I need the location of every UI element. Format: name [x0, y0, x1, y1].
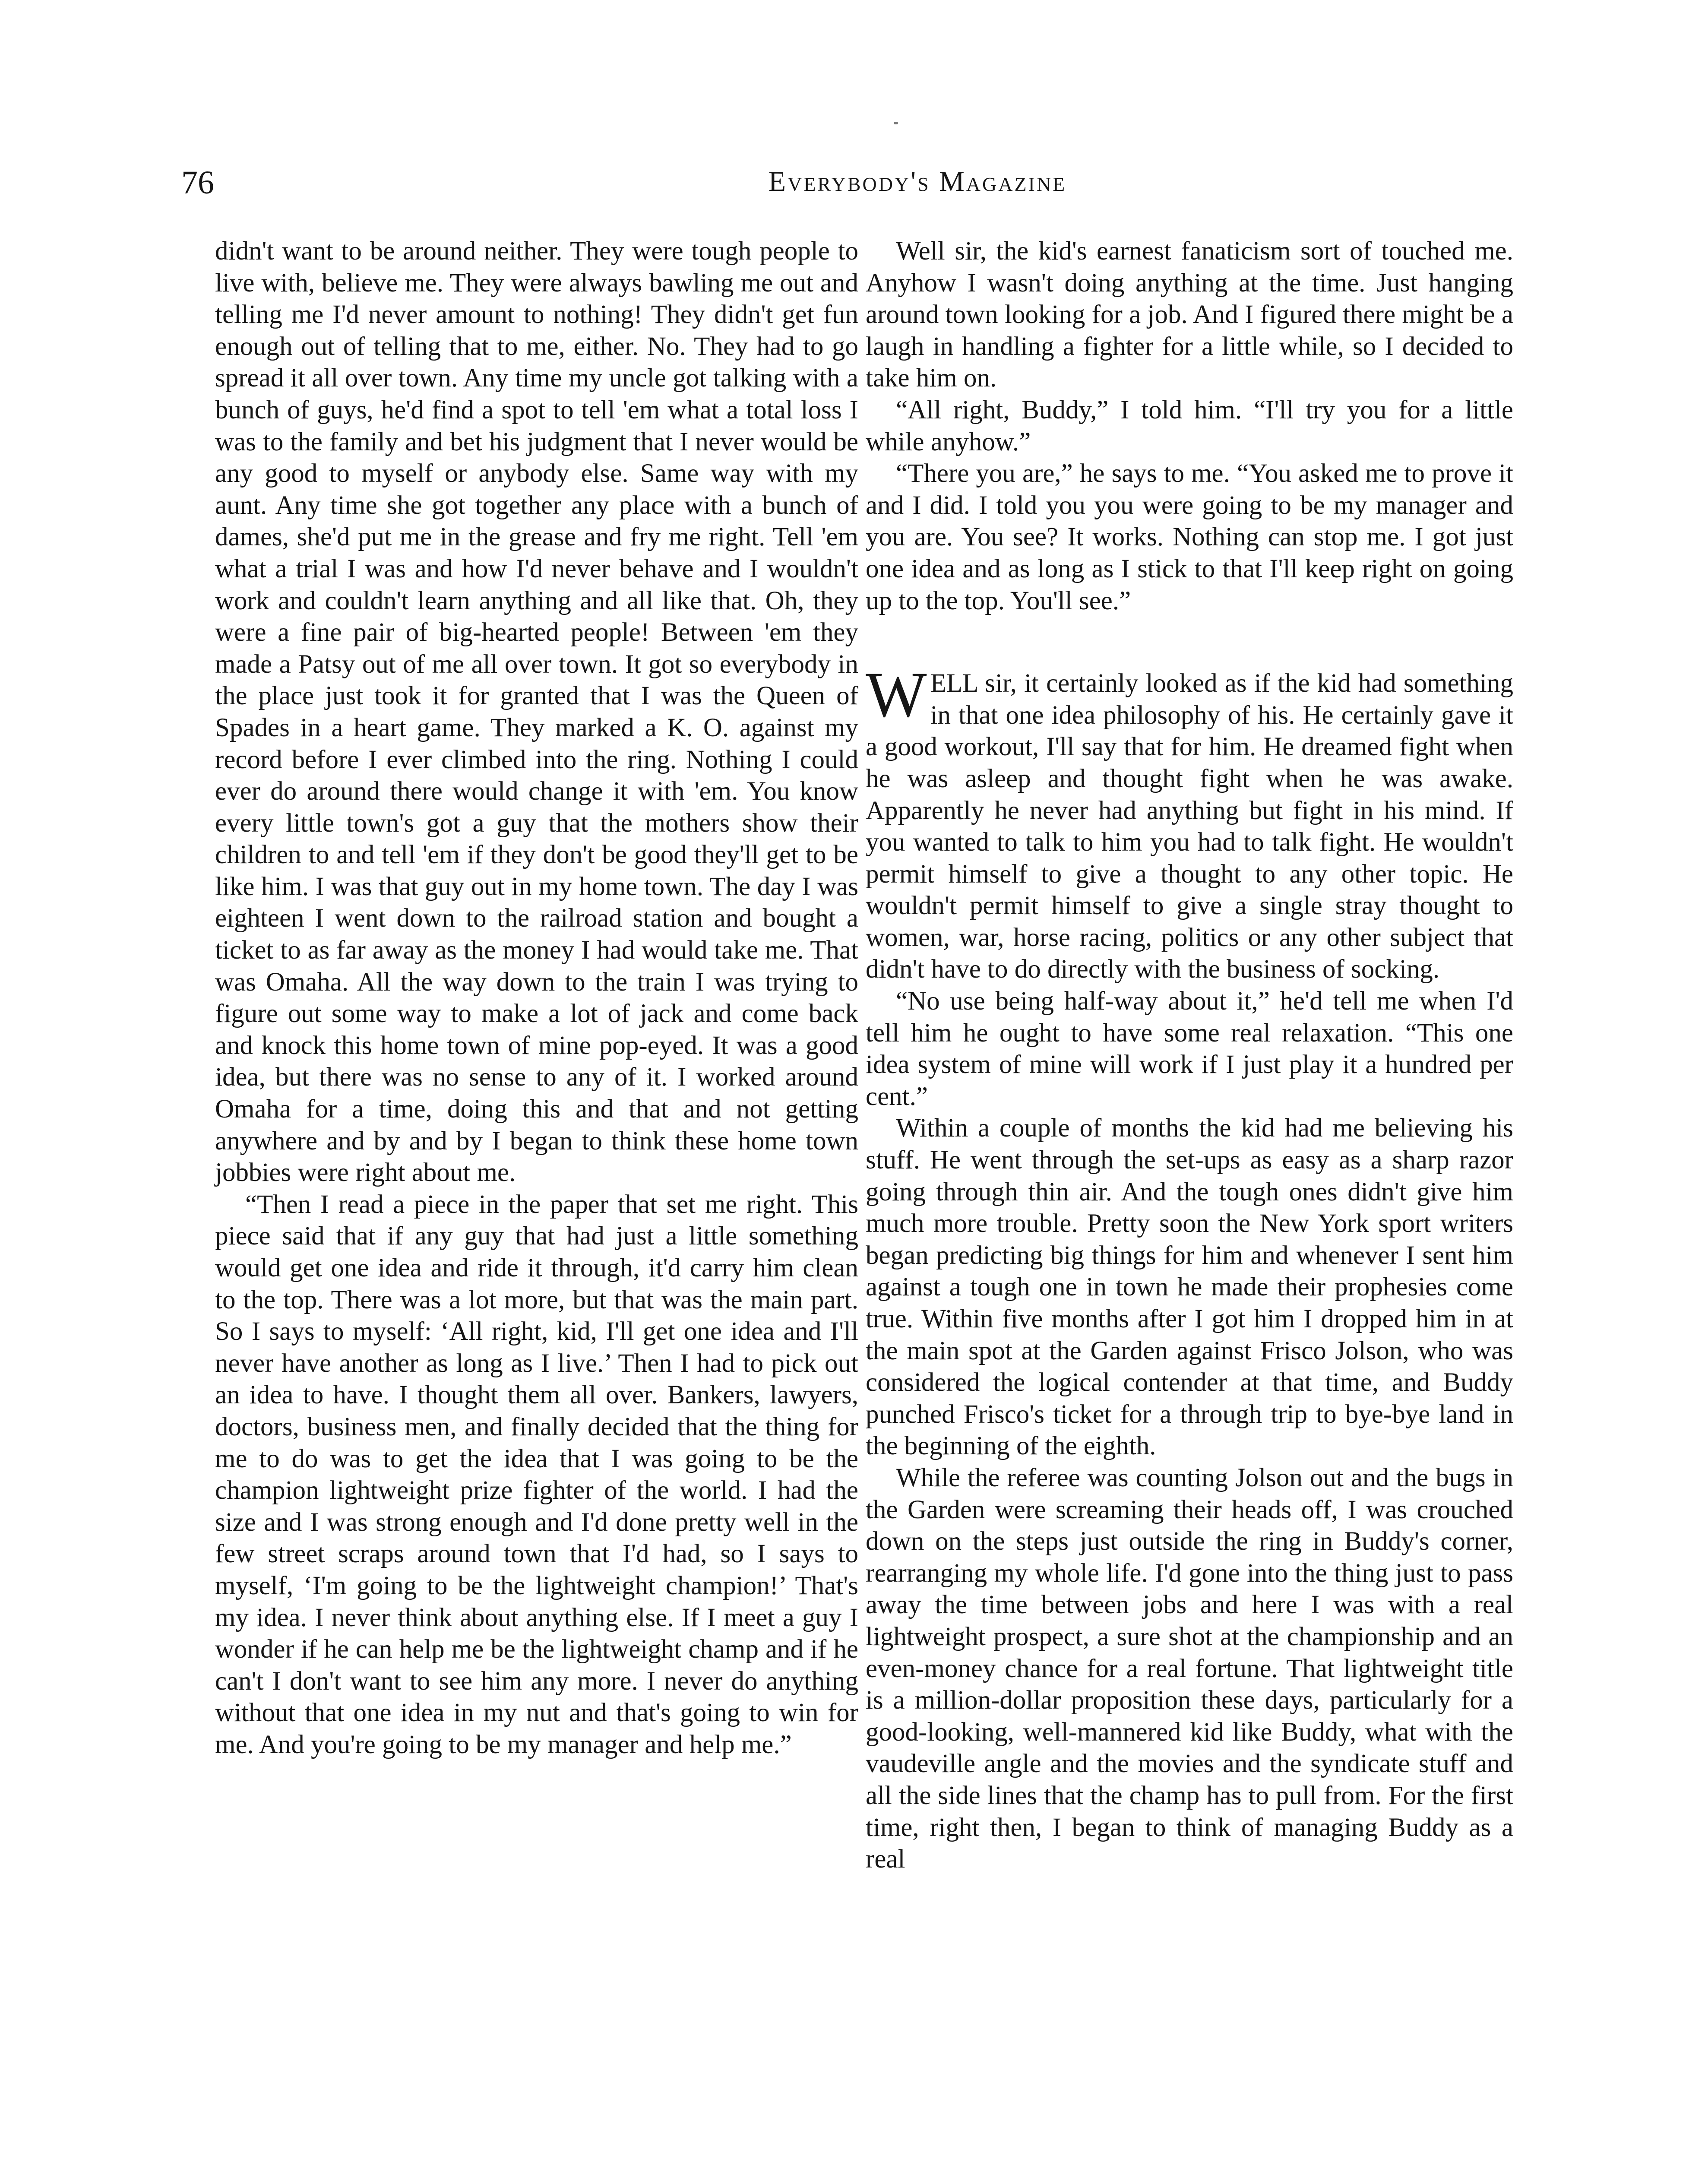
section-break: [866, 617, 1513, 668]
paragraph: Well sir, the kid's earnest fanaticism sort of touched me. Anyhow I wasn't doing anything at the time. Just hanging around town looking for a job. And I figured there might be a laugh in handling a fighter for a little while, so I decided to take him on.: [866, 237, 1513, 393]
paragraph: Within a couple of months the kid had me believing his stuff. He went through the set-ups as easy as a sharp razor going through thin air. And the tough ones didn't give him much more trouble. Pretty soon the New York sport writers began predicting big things for him and whenever I sent him against a tough one in town he made their prophesies come true. Within five months after I got him I dropped him in at the main spot at the Garden against Frisco Jolson, who was considered the logical contender at that time, and Buddy punched Frisco's ticket for a through trip to bye-bye land in the beginning of the eighth.: [866, 1114, 1513, 1461]
paragraph: “There you are,” he says to me. “You asked me to prove it and I did. I told you you were going to be my manager and you are. You see? It works. Nothing can stop me. I got just one idea and as long as I stick to that I'll keep right on going up to the top. You'll see.”: [866, 459, 1513, 615]
paragraph: “Then I read a piece in the paper that set me right. This piece said that if any guy that had just a little something would get one idea and ride it through, it'd carry him clean to the top. There was a lot more, but that was the main part. So I says to myself: ‘All right, kid, I'll get one idea and I'll never have another as long as I live.’ Then I had to pick out an idea to have. I thought them all over. Bankers, lawyers, doctors, business men, and finally decided that the thing for me to do was to get the idea that I was going to be the champion lightweight prize fighter of the world. I had the size and I was strong enough and I'd done pretty well in the few street scraps around town that I'd had, so I says to myself, ‘I'm going to be the lightweight champion!’ That's my idea. I never think about anything else. If I meet a guy I wonder if he can help me be the lightweight champ and if he can't I don't want to see him any more. I never do anything without that one idea in my nut and that's going to win for me. And you're going to be my manager and help me.”: [215, 1190, 858, 1759]
page-number: 76: [181, 165, 214, 201]
paragraph: didn't want to be around neither. They were tough people to live with, believe me. They were always bawling me out and telling me I'd never amount to nothing! They didn't get fun enough out of telling that to me, either. No. They had to go spread it all over town. Any time my uncle got talking with a bunch of guys, he'd find a spot to tell 'em what a total loss I was to the family and bet his judgment that I never would be any good to myself or anybody else. Same way with my aunt. Any time she got together any place with a bunch of dames, she'd put me in the grease and fry me right. Tell 'em what a trial I was and how I'd never behave and I wouldn't work and couldn't learn anything and all like that. Oh, they were a fine pair of big-hearted people! Between 'em they made a Patsy out of me all over town. It got so everybody in the place just took it for granted that I was the Queen of Spades in a heart game. They marked a K. O. against my record before I ever climbed into the ring. Nothing I could ever do around there would change it with 'em. You know every little town's got a guy that the mothers show their children to and tell 'em if they don't be good they'll get to be like him. I was that guy out in my home town. The day I was eighteen I went down to the railroad station and bought a ticket to as far away as the money I had would take me. That was Omaha. All the way down to the train I was trying to figure out some way to make a lot of jack and come back and knock this home town of mine pop-eyed. It was a good idea, but there was no sense to any of it. I worked around Omaha for a time, doing this and that and not getting anywhere and by and by I began to think these home town jobbies were right about me.: [215, 237, 858, 1187]
paragraph: “All right, Buddy,” I told him. “I'll try you for a little while anyhow.”: [866, 395, 1513, 456]
paragraph: “No use being half-way about it,” he'd tell me when I'd tell him he ought to have some real relaxation. “This one idea system of mine will work if I just play it a hundred per cent.”: [866, 987, 1513, 1111]
print-speck: [894, 122, 898, 124]
left-column: [215, 235, 858, 1761]
right-column: [866, 235, 1513, 1875]
drop-cap-paragraph: WELL sir, it certainly looked as if the kid had something in that one idea philosophy of his. He certainly gave it a good workout, I'll say that for him. He dreamed fight when he was asleep and thought fight when he was awake. Apparently he never had anything but fight in his mind. If you wanted to talk to him you had to talk fight. He wouldn't permit himself to give a thought to any other topic. He wouldn't permit himself to give a single stray thought to women, war, horse racing, politics or any other subject that didn't have to do directly with the business of socking.: [866, 659, 1513, 984]
paragraph: While the referee was counting Jolson out and the bugs in the Garden were screaming their heads off, I was crouched down on the steps just outside the ring in Buddy's corner, rearranging my whole life. I'd gone into the thing just to pass away the time between jobs and here I was with a real lightweight prospect, a sure shot at the championship and an even-money chance for a real fortune. That lightweight title is a million-dollar proposition these days, particularly for a good-looking, well-mannered kid like Buddy, what with the vaudeville angle and the movies and the syndicate stuff and all the side lines that the champ has to pull from. For the first time, right then, I began to think of managing Buddy as a real: [866, 1463, 1513, 1874]
running-head: Everybody's Magazine: [768, 166, 1067, 197]
